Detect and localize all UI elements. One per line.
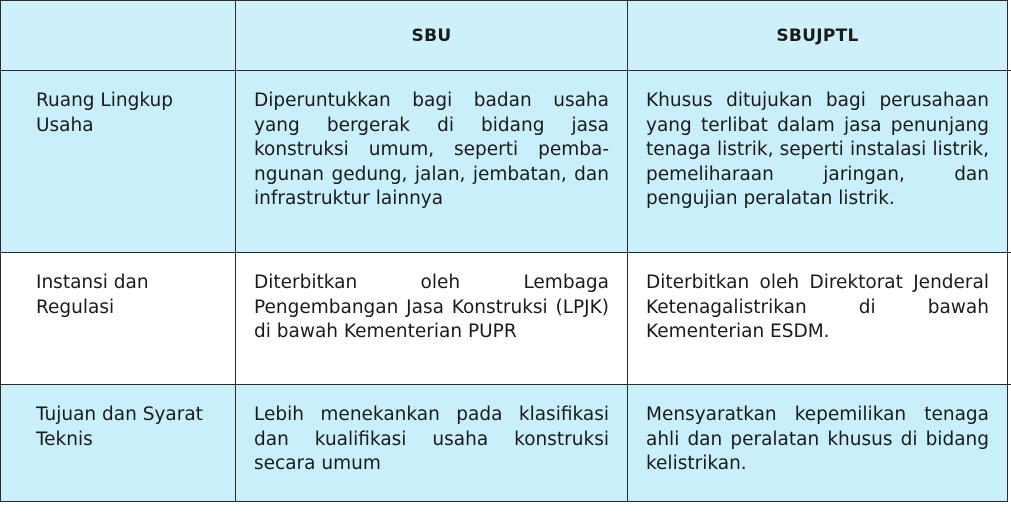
header-sbujptl: SBUJPTL — [627, 1, 1008, 70]
sbujptl-cell: Khusus ditujukan bagi perusahaan yang terlibat dalam jasa penunjang tenaga listrik, seperti instalasi listrik, pemeliharaan jaringan, dan pengujian peralatan listrik. — [627, 71, 1008, 252]
sbu-cell: Lebih menekankan pada klasifikasi dan kualifikasi usaha konstruksi secara umum — [235, 385, 627, 501]
sbujptl-cell: Diterbitkan oleh Direktorat Jenderal Ketenagalistrikan di bawah Kementerian ESDM. — [627, 253, 1008, 384]
table-header-row — [0, 0, 1008, 70]
sbujptl-cell: Mensyaratkan kepemilikan tenaga ahli dan peralatan khusus di bidang kelistrikan. — [627, 385, 1008, 501]
row-label: Ruang Lingkup Usaha — [0, 71, 235, 252]
table-row — [0, 70, 1008, 252]
sbu-cell: Diperuntukkan bagi badan usaha yang bergerak di bidang jasa konstruksi umum, seperti pembangunan gedung, jalan, jembatan, dan infrastruktur lainnya — [235, 71, 627, 252]
header-empty-cell — [0, 1, 235, 70]
sbu-cell: Diterbitkan oleh Lembaga Pengembangan Jasa Konstruksi (LPJK) di bawah Kementerian PUPR — [235, 253, 627, 384]
table-row — [0, 384, 1008, 502]
table-row — [0, 252, 1008, 384]
header-sbu: SBU — [235, 1, 627, 70]
row-label: Tujuan dan Syarat Teknis — [0, 385, 235, 501]
row-label: Instansi dan Regulasi — [0, 253, 235, 384]
